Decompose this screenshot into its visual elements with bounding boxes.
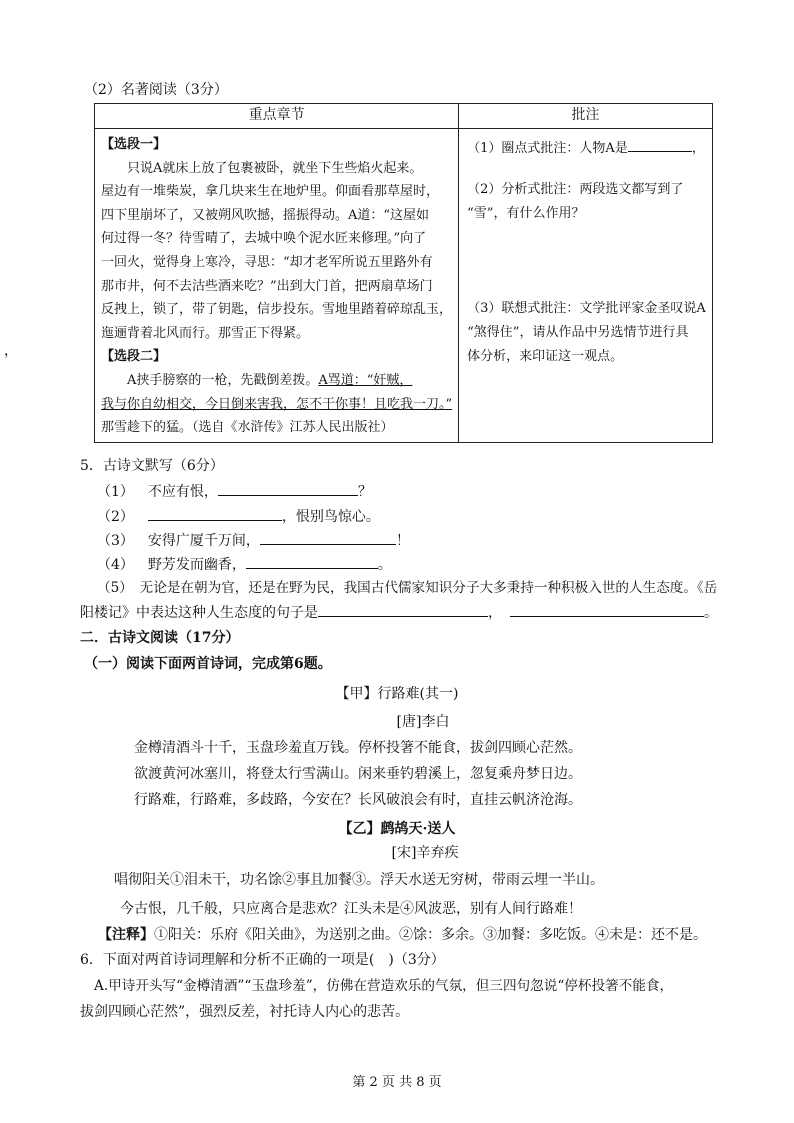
poem-b-line: 今古恨，几千般，只应离合是悲欢？江头未是④风波恶，别有人间行路难！	[120, 901, 582, 917]
q6-option-a-line1: A.甲诗开头写“金樽清酒”“玉盘珍羞”，仿佛在营造欢乐的气氛，但三四句忽说“停杯投箸不能食，	[94, 978, 674, 994]
notes-label: 【注释】	[98, 927, 154, 943]
note2-line1: （2）分析式批注：两段选文都写到了	[467, 182, 684, 197]
excerpt1-line: 一回火，觉得身上寒冷，寻思：“却才老军所说五里路外有	[101, 254, 433, 270]
q5-item-num: （4）	[97, 557, 134, 573]
annotation-cell	[459, 129, 713, 443]
part2-title: 二．古诗文阅读（17分）	[80, 630, 240, 646]
note3-line2: “煞得住”，请从作品中另选情节进行具	[467, 325, 689, 340]
q5-item5-text: 阳楼记》中表达这种人生态度的句子是	[80, 605, 318, 621]
margin-mark: ，	[4, 343, 18, 359]
excerpt1-line: 反拽上，锁了，带了钥匙，信步投东。雪地里踏着碎琼乱玉，	[101, 302, 453, 318]
excerpt1-line: 迤逦背着北风而行。那雪正下得紧。	[101, 325, 310, 341]
q5-item-post: ！	[395, 533, 410, 549]
poem-b-title: 【乙】鹧鸪天·送人	[338, 821, 456, 837]
poem-b-author: [宋]辛弃疾	[391, 845, 459, 861]
q5-blank-3[interactable]	[260, 530, 396, 545]
excerpt2-underlined-line: 我与你自幼相交，今日倒来害我，怎不干你事！且吃我一刀。”	[101, 396, 453, 412]
q5-item-num: （2）	[97, 509, 134, 525]
q5-item-pre: 安得广厦千万间，	[147, 533, 260, 549]
q5-blank-2[interactable]	[148, 506, 282, 521]
poem-a-title: 【甲】行路难(其一)	[335, 686, 459, 702]
q5-item-5-line2	[80, 602, 718, 623]
q5-item-4	[97, 554, 392, 575]
col-header-chapter: 重点章节	[95, 104, 459, 129]
note1-text: （1）圈点式批注：人物A是	[467, 141, 628, 156]
q6-option-a-line2: 拔剑四顾心茫然”，强烈反差，衬托诗人内心的悲苦。	[80, 1004, 410, 1020]
excerpt1-label: 【选段一】	[101, 137, 167, 152]
part2-subtitle: （一）阅读下面两首诗词，完成第6题。	[84, 656, 332, 672]
q5-item-post: 。	[377, 557, 392, 573]
note3-line3: 体分析，来印证这一观点。	[467, 349, 624, 364]
poem-notes	[98, 925, 707, 945]
poem-a-line: 行路难，行路难，多歧路，今安在？长风破浪会有时，直挂云帆济沧海。	[134, 792, 582, 808]
q5-item-pre: 野芳发而幽香，	[147, 557, 246, 573]
note2-line2: “雪”，有什么作用？	[467, 206, 585, 221]
q5-item5-comma: ，	[488, 605, 502, 621]
excerpt1-line: 何过得一冬？待雪晴了，去城中唤个泥水匠来修理。”向了	[101, 231, 427, 247]
excerpt1-line: 四下里崩坏了，又被朔风吹撼，摇振得动。A道：“这屋如	[101, 207, 430, 223]
col-header-annotation: 批注	[459, 104, 713, 129]
q5-blank-5b[interactable]	[510, 602, 704, 617]
q5-item-1	[97, 481, 372, 502]
excerpt-cell	[95, 129, 459, 443]
note3-line1: （3）联想式批注：文学批评家金圣叹说A	[467, 301, 706, 316]
note1-blank[interactable]	[628, 137, 692, 152]
q5-item-5-line1: （5） 无论是在朝为官，还是在野为民，我国古代儒家知识分子大多秉持一种积极入世的人生态度。《岳	[97, 580, 718, 596]
poem-a-line: 金樽清酒斗十千，玉盘珍羞直万钱。停杯投箸不能食，拔剑四顾心茫然。	[134, 740, 582, 756]
q5-item-3	[97, 530, 410, 551]
poem-b-line: 唱彻阳关①泪未干，功名馀②事且加餐③。浮天水送无穷树，带雨云埋一半山。	[114, 872, 604, 888]
q5-item-2	[97, 506, 380, 527]
q5-item-post: ，恨别鸟惊心。	[281, 509, 380, 525]
excerpt1-line: 只说A就床上放了包裹被卧，就坐下生些焰火起来。	[127, 160, 423, 176]
q5-item-num: （3）	[97, 533, 134, 549]
q5-item5-end: 。	[704, 605, 718, 621]
reading-section-title: （2）名著阅读（3分）	[84, 82, 228, 98]
poem-a-author: [唐]李白	[396, 714, 450, 730]
note1	[467, 137, 706, 161]
excerpt2-label: 【选段二】	[101, 349, 167, 365]
note1-end: ，	[691, 141, 705, 156]
poem-a-line: 欲渡黄河冰塞川，将登太行雪满山。闲来垂钓碧溪上，忽复乘舟梦日边。	[134, 766, 582, 782]
reading-table	[94, 103, 713, 443]
notes-text: ①阳关：乐府《阳关曲》，为送别之曲。②馀：多余。③加餐：多吃饭。④未是：还不是。	[154, 927, 707, 943]
q5-blank-4[interactable]	[246, 554, 378, 569]
page-number: 第 2 页 共 8 页	[352, 1075, 442, 1090]
excerpt1-line: 那市井，何不去沽些酒来吃？”出到大门首，把两扇草场门	[101, 278, 433, 294]
excerpt2-source-line: 那雪趁下的猛。（选自《水浒传》江苏人民出版社）	[101, 420, 394, 436]
q5-item-post: ？	[357, 484, 372, 500]
q5-title: 5．古诗文默写（6分）	[80, 458, 224, 474]
excerpt1-line: 屋边有一堆柴炭，拿几块来生在地炉里。仰面看那草屋时，	[101, 184, 440, 200]
excerpt2-text: A挟手膀察的一枪，先戳倒差拨。	[127, 372, 319, 388]
q5-item-pre: 不应有恨，	[147, 484, 218, 500]
q5-blank-5a[interactable]	[318, 602, 488, 617]
q6-stem: 6．下面对两首诗词理解和分析不正确的一项是( )（3分）	[80, 952, 445, 968]
q5-item-num: （1）	[97, 484, 134, 500]
excerpt2-line	[101, 369, 452, 393]
excerpt2-underlined-text: A骂道：“奸贼，	[318, 372, 413, 388]
q5-blank-1[interactable]	[218, 481, 358, 496]
